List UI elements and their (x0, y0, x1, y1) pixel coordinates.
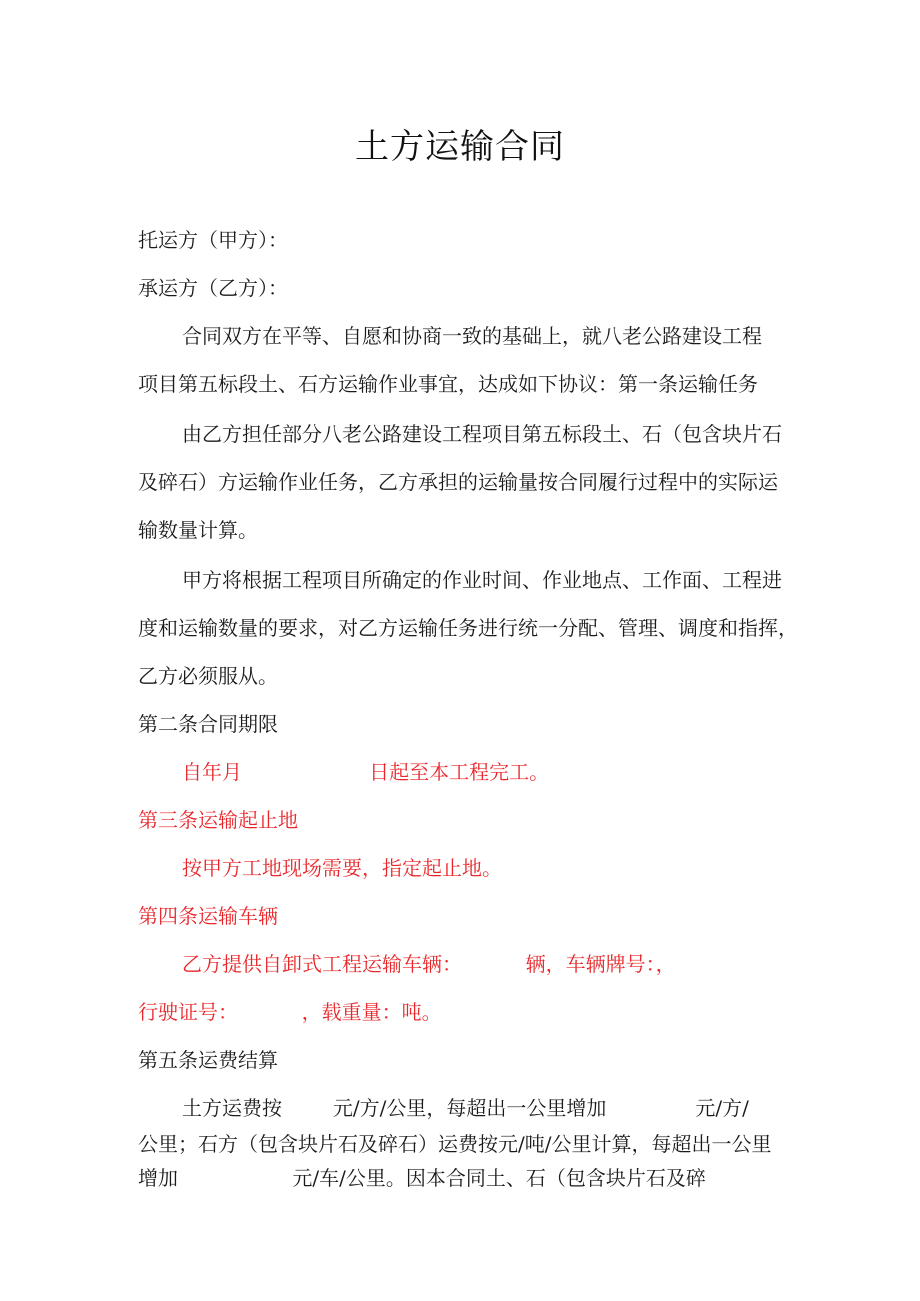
client-party-line: 托运方（甲方）： (138, 228, 288, 252)
article-1-line-6: 乙方必须服从。 (138, 664, 278, 688)
article-4-heading: 第四条运输车辆 (138, 904, 278, 928)
article-4-line-1: 乙方提供自卸式工程运输车辆： 辆，车辆牌号：， (182, 952, 676, 976)
article-1-line-3: 输数量计算。 (138, 518, 258, 542)
article-5-line-3: 增加 元/车/公里。因本合同土、石（包含块片石及碎 (138, 1166, 706, 1190)
article-5-line-1: 土方运费按 元/方/公里，每超出一公里增加 元/方/ (182, 1096, 749, 1120)
article-5-line-2: 公里；石方（包含块片石及碎石）运费按元/吨/公里计算，每超出一公里 (138, 1132, 772, 1156)
document-title: 土方运输合同 (355, 127, 565, 167)
carrier-party-line: 承运方（乙方）： (138, 276, 288, 300)
article-3-heading: 第三条运输起止地 (138, 808, 298, 832)
article-3-body: 按甲方工地现场需要，指定起止地。 (182, 856, 502, 880)
article-2-term-line: 自年月 日起至本工程完工。 (182, 760, 550, 784)
article-2-heading: 第二条合同期限 (138, 712, 278, 736)
preamble-line-2: 项目第五标段土、石方运输作业事宜，达成如下协议：第一条运输任务 (138, 372, 758, 396)
article-4-line-2: 行驶证号： ，载重量：吨。 (138, 1000, 442, 1024)
article-5-heading: 第五条运费结算 (138, 1048, 278, 1072)
article-1-line-2: 及碎石）方运输作业任务，乙方承担的运输量按合同履行过程中的实际运 (138, 470, 778, 494)
article-1-line-5: 度和运输数量的要求，对乙方运输任务进行统一分配、管理、调度和指挥， (138, 616, 798, 640)
article-1-line-4: 甲方将根据工程项目所确定的作业时间、作业地点、工作面、工程进 (182, 568, 782, 592)
article-1-line-1: 由乙方担任部分八老公路建设工程项目第五标段土、石（包含块片石 (182, 422, 782, 446)
preamble-line-1: 合同双方在平等、自愿和协商一致的基础上，就八老公路建设工程 (182, 324, 762, 348)
